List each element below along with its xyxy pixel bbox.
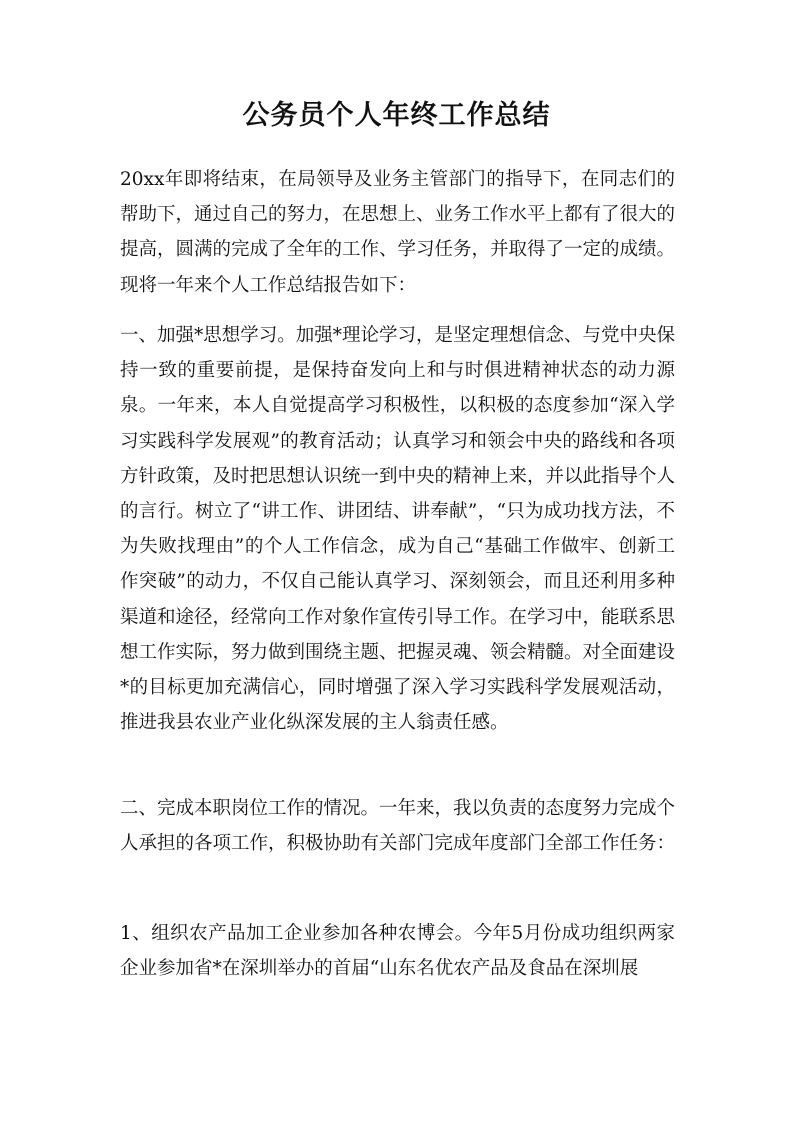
paragraph-section-2: 二、完成本职岗位工作的情况。一年来，我以负责的态度努力完成个人承担的各项工作，积极协助有关部门完成年度部门全部工作任务： xyxy=(120,798,676,855)
document-title: 公务员个人年终工作总结 xyxy=(242,100,551,131)
paragraph-item-1: 1、组织农产品加工企业参加各种农博会。今年5月份成功组织两家企业参加省*在深圳举办的首届“山东名优农产品及食品在深圳展 xyxy=(120,923,675,980)
paragraph-intro: 20xx年即将结束，在局领导及业务主管部门的指导下，在同志们的帮助下，通过自己的努力，在思想上、业务工作水平上都有了很大的提高，圆满的完成了全年的工作、学习任务，并取得了一定的成绩。现将一年来个人工作总结报告如下： xyxy=(120,169,676,296)
paragraph-section-1: 一、加强*思想学习。加强*理论学习，是坚定理想信念、与党中央保持一致的重要前提，是保持奋发向上和与时俱进精神状态的动力源泉。一年来，本人自觉提高学习积极性，以积极的态度参加“深入学习实践科学发展观”的教育活动；认真学习和领会中央的路线和各项方针政策，及时把思想认识统一到中央的精神上来，并以此指导个人的言行。树立了“讲工作、讲团结、讲奉献”，“只为成功找方法，不为失败找理由”的个人工作信念，成为自己“基础工作做牢、创新工作突破”的动力，不仅自己能认真学习、深刻领会，而且还利用多种渠道和途径，经常向工作对象作宣传引导工作。在学习中，能联系思想工作实际，努力做到围绕主题、把握灵魂、领会精髓。对全面建设*的目标更加充满信心，同时增强了深入学习实践科学发展观活动，推进我县农业产业化纵深发展的主人翁责任感。 xyxy=(120,325,676,734)
